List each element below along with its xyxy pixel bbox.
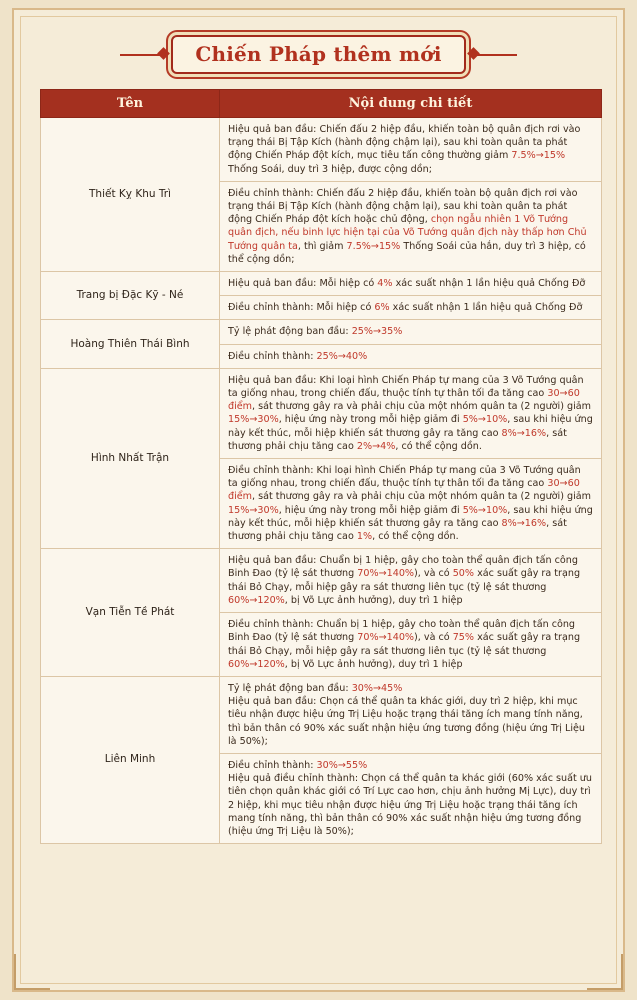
- skill-detail: Hiệu quả ban đầu: Khi loại hình Chiến Pháp tự mang của 3 Võ Tướng quân ta giống nhau, trong chiến đấu, thuộc tính tự thân tối đa tăng cao 30→60 điểm, sát thương gây ra và phải chịu của một nhóm quân ta (2 người) giảm 15%→30%, hiệu ứng này trong mỗi hiệp giảm đi 5%→10%, sau khi hiệu ứng này kết thúc, mỗi hiệp khiến sát thương gây ra tăng cao 8%→16%, sát thương phải chịu tăng cao 2%→4%, có thể cộng dồn.: [220, 368, 602, 458]
- table-row: [41, 676, 602, 753]
- skill-detail: Hiệu quả ban đầu: Chuẩn bị 1 hiệp, gây cho toàn thể quân địch tấn công Binh Đao (tỷ lệ sát thương 70%→140%), và có 50% xác suất gây ra trạng thái Bỏ Chạy, mỗi hiệp gây ra sát thương liên tục (tỷ lệ sát thương 60%→120%, bị Võ Lực ảnh hưởng), duy trì 1 hiệp: [220, 549, 602, 613]
- column-header-name: Tên: [41, 90, 220, 118]
- highlighted-value: 7.5%→15%: [346, 240, 401, 252]
- highlighted-value: 70%→140%: [357, 632, 415, 644]
- skill-detail: Tỷ lệ phát động ban đầu: 30%→45% Hiệu quả ban đầu: Chọn cá thể quân ta khác giới, duy trì 2 hiệp, khi mục tiêu nhận được hiệu ứng Trị Liệu hoặc trạng thái tăng ích mang tính năng, thì bản thân có 90% xác suất nhận hiệu ứng tương đồng (hiệu ứng Trị Liệu là 50%);: [220, 676, 602, 753]
- highlighted-value: 25%→35%: [351, 326, 403, 338]
- skill-detail: Hiệu quả ban đầu: Mỗi hiệp có 4% xác suất nhận 1 lần hiệu quả Chống Đỡ: [220, 272, 602, 296]
- skill-detail: Hiệu quả ban đầu: Chiến đấu 2 hiệp đầu, khiến toàn bộ quân địch rơi vào trạng thái Bị Tập Kích (hành động chậm lại), sau khi toàn quân ta phát động Chiến Pháp đột kích, mục tiêu tấn công thường giảm 7.5%→15% Thống Soái, duy trì 3 hiệp, được cộng dồn;: [220, 118, 602, 182]
- highlighted-value: 8%→16%: [501, 517, 547, 529]
- table-row: [41, 320, 602, 344]
- highlighted-value: 2%→4%: [356, 440, 396, 452]
- diamond-ornament-icon: [157, 47, 170, 60]
- highlighted-value: 50%: [452, 568, 475, 580]
- highlighted-value: 30→60 điểm: [228, 478, 580, 503]
- highlighted-value: 6%: [374, 302, 390, 314]
- highlighted-value: 30→60 điểm: [228, 388, 580, 413]
- skill-detail: Điều chỉnh thành: 30%→55% Hiệu quả điều chỉnh thành: Chọn cá thể quân ta khác giới (60% xác suất ưu tiên chọn quân khác giới có Trí Lực cao hơn, chịu ảnh hưởng Mị Lực), duy trì 2 hiệp, khi mục tiêu nhận được hiệu ứng Trị Liệu hoặc trạng thái tăng ích mang tính năng, thì bản thân có 90% xác suất nhận hiệu ứng tương đồng (hiệu ứng Trị Liệu là 50%);: [220, 753, 602, 843]
- skill-name: Vạn Tiễn Tề Phát: [41, 549, 220, 677]
- title-plaque: [171, 35, 465, 74]
- corner-ornament: [14, 954, 50, 990]
- highlighted-value: 15%→30%: [228, 504, 279, 516]
- corner-ornament: [587, 954, 623, 990]
- page-title: Chiến Pháp thêm mới: [195, 41, 442, 66]
- highlighted-value: 5%→10%: [462, 504, 508, 516]
- skill-name: Hình Nhất Trận: [41, 368, 220, 548]
- table-row: [41, 272, 602, 296]
- diamond-ornament-icon: [467, 47, 480, 60]
- table-row: [41, 549, 602, 613]
- table-row: [41, 368, 602, 458]
- table-header-row: [41, 90, 602, 118]
- highlighted-value: 60%→120%: [228, 594, 285, 606]
- highlighted-value: 4%: [377, 278, 393, 290]
- highlighted-value: 60%→120%: [228, 658, 285, 670]
- skill-detail: Điều chỉnh thành: Khi loại hình Chiến Pháp tự mang của 3 Võ Tướng quân ta giống nhau, trong chiến đấu, thuộc tính tự thân tối đa tăng cao 30→60 điểm, sát thương gây ra và phải chịu của một nhóm quân ta (2 người) giảm 15%→30%, hiệu ứng này trong mỗi hiệp giảm đi 5%→10%, sau khi hiệu ứng này kết thúc, mỗi hiệp khiến sát thương gây ra tăng cao 8%→16%, sát thương phải chịu tăng cao 1%, có thể cộng dồn.: [220, 459, 602, 549]
- skill-name: Liên Minh: [41, 676, 220, 843]
- skill-name: Hoàng Thiên Thái Bình: [41, 320, 220, 368]
- highlighted-value: 70%→140%: [357, 568, 415, 580]
- column-header-detail: Nội dung chi tiết: [220, 90, 602, 118]
- table-row: [41, 118, 602, 182]
- highlighted-value: 8%→16%: [501, 427, 547, 439]
- highlighted-value: chọn ngẫu nhiên 1 Võ Tướng quân địch, nếu binh lực hiện tại của Võ Tướng quân địch này thấp hơn Chủ Tướng quân ta: [228, 214, 587, 252]
- highlighted-value: 30%→45%: [351, 682, 403, 694]
- highlighted-value: 30%→55%: [316, 759, 368, 771]
- skill-detail: Điều chỉnh thành: 25%→40%: [220, 344, 602, 368]
- highlighted-value: 1%: [356, 531, 373, 543]
- skill-detail: Tỷ lệ phát động ban đầu: 25%→35%: [220, 320, 602, 344]
- skill-detail: Điều chỉnh thành: Mỗi hiệp có 6% xác suất nhận 1 lần hiệu quả Chống Đỡ: [220, 296, 602, 320]
- highlighted-value: 75%: [452, 632, 475, 644]
- highlighted-value: 5%→10%: [462, 414, 508, 426]
- highlighted-value: 25%→40%: [316, 350, 368, 362]
- skills-table: [40, 89, 602, 844]
- title-banner: [0, 32, 637, 76]
- highlighted-value: 15%→30%: [228, 414, 279, 426]
- table-body: [41, 118, 602, 844]
- highlighted-value: 7.5%→15%: [511, 150, 566, 162]
- skill-detail: Điều chỉnh thành: Chuẩn bị 1 hiệp, gây cho toàn thể quân địch tấn công Binh Đao (tỷ lệ sát thương 70%→140%), và có 75% xác suất gây ra trạng thái Bỏ Chạy, mỗi hiệp gây ra sát thương liên tục (tỷ lệ sát thương 60%→120%, bị Võ Lực ảnh hưởng), duy trì 1 hiệp: [220, 613, 602, 677]
- skill-detail: Điều chỉnh thành: Chiến đấu 2 hiệp đầu, khiến toàn bộ quân địch rơi vào trạng thái Bị Tập Kích (hành động chậm lại), sau khi toàn quân ta phát động Chiến Pháp đột kích hoặc chủ động, chọn ngẫu nhiên 1 Võ Tướng quân địch, nếu binh lực hiện tại của Võ Tướng quân địch này thấp hơn Chủ Tướng quân ta, thì giảm 7.5%→15% Thống Soái của hắn, duy trì 3 hiệp, có thể cộng dồn;: [220, 181, 602, 271]
- skill-name: Thiết Kỵ Khu Trì: [41, 118, 220, 272]
- skill-name: Trang bị Đặc Kỹ - Né: [41, 272, 220, 320]
